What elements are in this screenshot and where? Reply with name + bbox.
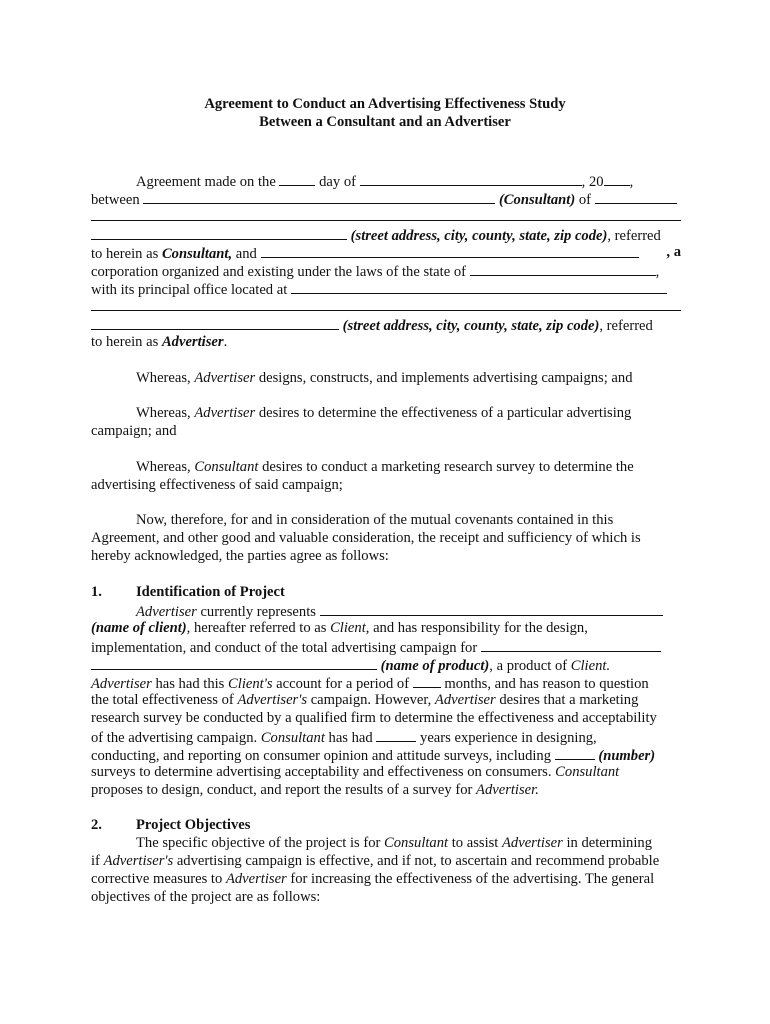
section-2-line-3: corrective measures to Advertiser for increasing the effectiveness of the advertising. The general <box>91 871 655 887</box>
section-1-line-9: conducting, and reporting on consumer opinion and attitude surveys, including (number) <box>91 745 681 765</box>
document-subtitle: Between a Consultant and an Advertiser <box>259 114 511 130</box>
principal-office-blank[interactable] <box>291 279 667 294</box>
intro-line-4: to herein as Consultant, and , a <box>91 244 681 262</box>
section-2-line-2: if Advertiser's advertising campaign is effective, and if not, to ascertain and recommend probable <box>91 853 660 869</box>
whereas-3: Whereas, Consultant desires to conduct a marketing research survey to determine the <box>136 459 634 475</box>
section-1-line-7: research survey be conducted by a qualified firm to determine the effectiveness and acceptability <box>91 710 657 726</box>
section-1-line-2: (name of client), hereafter referred to as Client, and has responsibility for the design, <box>91 620 588 636</box>
intro-line-8: to herein as Advertiser. <box>91 334 228 350</box>
advertiser-name-blank[interactable] <box>261 243 639 258</box>
document-title: Agreement to Conduct an Advertising Effectiveness Study <box>204 96 566 112</box>
section-2-line-1: The specific objective of the project is for Consultant to assist Advertiser in determining <box>136 835 652 851</box>
intro-line-3: (street address, city, county, state, zip code), referred <box>91 225 681 245</box>
advertiser-address-rule[interactable] <box>91 310 681 311</box>
whereas-1: Whereas, Advertiser designs, constructs, and implements advertising campaigns; and <box>136 370 633 386</box>
section-1-line-4: (name of product), a product of Client. <box>91 655 681 675</box>
whereas-2: Whereas, Advertiser desires to determine the effectiveness of a particular advertising <box>136 405 632 421</box>
years-blank[interactable] <box>376 727 416 742</box>
consultant-of-blank[interactable] <box>595 189 677 204</box>
state-blank[interactable] <box>470 261 656 276</box>
section-2-number: 2. <box>91 817 102 833</box>
section-1-line-10: surveys to determine advertising acceptability and effectiveness on consumers. Consultant <box>91 764 620 780</box>
section-1-number: 1. <box>91 584 102 600</box>
section-2-line-4: objectives of the project are as follows: <box>91 889 321 905</box>
intro-line-6: with its principal office located at <box>91 279 681 299</box>
month-blank[interactable] <box>360 171 582 186</box>
section-1-line-3: implementation, and conduct of the total advertising campaign for <box>91 637 681 657</box>
section-1-heading: Identification of Project <box>136 584 285 600</box>
now-therefore-3: hereby acknowledged, the parties agree as follows: <box>91 548 389 564</box>
product-blank[interactable] <box>481 637 661 652</box>
whereas-3-cont: advertising effectiveness of said campaign; <box>91 477 343 493</box>
intro-line-7: (street address, city, county, state, zip code), referred <box>91 315 681 335</box>
intro-line-5: corporation organized and existing under the laws of the state of , <box>91 261 681 281</box>
consultant-name-blank[interactable] <box>143 189 495 204</box>
consultant-address-blank[interactable] <box>91 225 347 240</box>
advertiser-address-blank[interactable] <box>91 315 339 330</box>
client-name-blank[interactable] <box>320 601 663 616</box>
number-blank[interactable] <box>555 745 595 760</box>
intro-line-2: between (Consultant) of <box>91 189 681 209</box>
intro-line-1: Agreement made on the day of , 20 , <box>136 171 681 191</box>
year-blank[interactable] <box>604 171 630 186</box>
whereas-2-cont: campaign; and <box>91 423 177 439</box>
section-1-line-5: Advertiser has had this Client's account for a period of months, and has reason to question <box>91 673 681 693</box>
consultant-address-rule[interactable] <box>91 220 681 221</box>
section-1-line-6: the total effectiveness of Advertiser's campaign. However, Advertiser desires that a marketing <box>91 692 639 708</box>
section-1-line-1: Advertiser currently represents <box>136 601 681 621</box>
day-blank[interactable] <box>279 171 315 186</box>
months-blank[interactable] <box>413 673 441 688</box>
now-therefore-1: Now, therefore, for and in consideration of the mutual covenants contained in this <box>136 512 614 528</box>
section-1-line-8: of the advertising campaign. Consultant has had years experience in designing, <box>91 727 681 747</box>
section-1-line-11: proposes to design, conduct, and report the results of a survey for Advertiser. <box>91 782 539 798</box>
product-name-blank[interactable] <box>91 655 377 670</box>
section-2-heading: Project Objectives <box>136 817 251 833</box>
now-therefore-2: Agreement, and other good and valuable consideration, the receipt and sufficiency of which is <box>91 530 641 546</box>
